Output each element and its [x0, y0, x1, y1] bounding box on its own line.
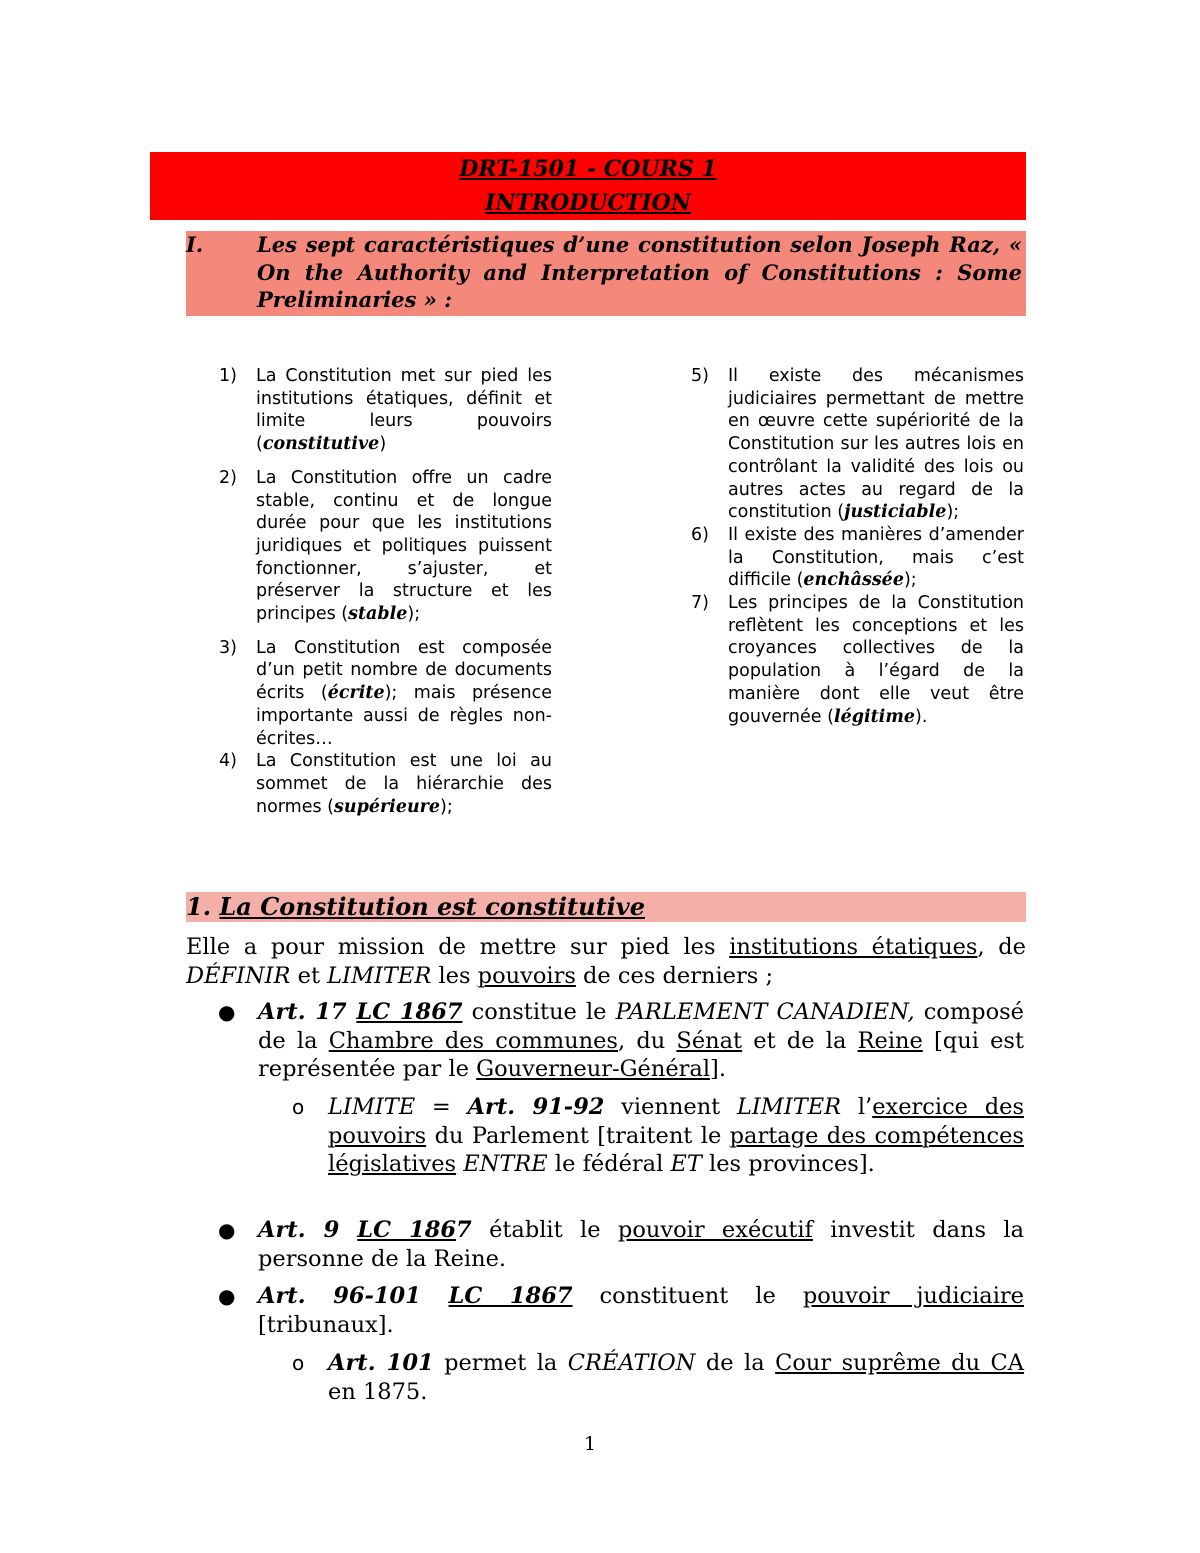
text-run-underlined: exercice des pouvoirs — [328, 1094, 1024, 1149]
list-item — [219, 637, 552, 751]
list-item — [219, 750, 552, 818]
list-text-after: ). — [915, 706, 928, 727]
intro-paragraph — [186, 933, 1026, 990]
text-run-italic: ENTRE — [463, 1151, 548, 1177]
text-run: , du — [617, 1027, 677, 1054]
text-run: en 1875. — [328, 1378, 428, 1405]
text-run: du Parlement [traitent le — [426, 1122, 730, 1149]
section-i-number: I. — [186, 232, 204, 257]
text-run-italic: LIMITE — [328, 1094, 416, 1120]
bullet-dot-icon: ● — [218, 1000, 236, 1024]
characteristics-right-column — [691, 365, 1024, 739]
statute-ref: LC 1867 — [448, 1283, 573, 1309]
course-subtitle: INTRODUCTION — [485, 190, 691, 216]
list-marker: 2) — [219, 467, 237, 488]
text-run: investit dans la personne de la Reine. — [258, 1217, 1025, 1272]
text-run: l’ — [841, 1094, 873, 1120]
text-run-underlined: Sénat — [676, 1027, 743, 1054]
sub-bullet-art-101 — [292, 1349, 1024, 1406]
text-run-underlined: Reine — [857, 1027, 923, 1054]
section-i-title: Les sept caractéristiques d’une constitution selon Joseph Raz, « On the Authority and Interpretation of Constitutions : Some Preliminaries » : — [257, 232, 1022, 312]
list-text-after: ); — [903, 570, 917, 591]
bullet-dot-icon: ● — [218, 1284, 236, 1308]
list-text-after: ); mais présence importante aussi de règles non-écrites… — [256, 683, 552, 749]
article-ref: Art. 9 — [258, 1217, 358, 1243]
list-item — [691, 592, 1024, 728]
text-run-underlined: pouvoirs — [477, 962, 576, 989]
article-ref: Art. 96-101 — [258, 1283, 449, 1309]
list-keyword: écrite — [327, 683, 385, 704]
list-text-after: ); — [946, 502, 960, 523]
text-run: le fédéral — [547, 1151, 671, 1177]
list-item — [691, 365, 1024, 524]
text-run: = — [415, 1094, 468, 1120]
list-marker: 3) — [219, 637, 237, 658]
list-marker: 5) — [691, 366, 709, 386]
list-keyword: constitutive — [262, 434, 380, 455]
sub-bullet-limite — [292, 1093, 1024, 1179]
text-run-underlined: Cour suprême du CA — [775, 1350, 1024, 1376]
text-run: Elle a pour mission de mettre sur pied les — [186, 934, 730, 960]
list-keyword: stable — [348, 604, 408, 625]
list-keyword: enchâssée — [803, 570, 904, 591]
article-ref: Art. 17 — [258, 999, 357, 1025]
bullet-art-17 — [218, 998, 1024, 1084]
text-run-italic: LIMITER — [327, 962, 432, 989]
subsection-1-heading — [186, 892, 1026, 922]
text-run: , de — [977, 934, 1026, 960]
list-item — [219, 467, 552, 626]
list-keyword: légitime — [833, 706, 915, 727]
text-run: de la — [695, 1350, 776, 1376]
text-run: constitue le — [462, 999, 616, 1025]
list-text: Il existe des mécanismes judiciaires permettant de mettre en œuvre cette supériorité de la Constitution sur les autres lois en contrôlant la validité des lois ou autres actes au regard de la constitution ( — [728, 366, 1024, 523]
list-text: La Constitution offre un cadre stable, continu et de longue durée pour que les institutions juridiques et politiques puissent fonctionner, s’ajuster, et préserver la structure et les principes ( — [256, 467, 552, 625]
list-text: Les principes de la Constitution reflètent les conceptions et les croyances collectives de la population à l’égard de la manière dont elle veut être gouvernée ( — [728, 593, 1024, 727]
statute-ref-tail: 7 — [456, 1217, 472, 1243]
text-run-underlined: pouvoir judiciaire — [802, 1283, 1024, 1309]
list-marker: 1) — [219, 366, 237, 386]
list-marker: 7) — [691, 593, 709, 614]
text-run: ]. — [710, 1056, 726, 1082]
text-run: constituent le — [572, 1283, 803, 1309]
text-run-italic: DÉFINIR — [186, 962, 291, 989]
text-run: les — [431, 962, 478, 989]
list-text: La Constitution met sur pied les institutions étatiques, définit et limite leurs pouvoirs ( — [256, 366, 552, 455]
circle-bullet-icon: o — [292, 1351, 305, 1375]
text-run-underlined: Gouverneur-Général — [476, 1056, 711, 1082]
text-run-italic: LIMITER — [736, 1094, 842, 1120]
text-run: de ces derniers ; — [575, 962, 774, 989]
text-run: et de la — [742, 1027, 858, 1054]
text-run: composé de la — [258, 999, 1024, 1054]
text-run: permet la — [433, 1350, 568, 1376]
bullet-dot-icon: ● — [218, 1218, 236, 1242]
text-run: [tribunaux]. — [258, 1311, 394, 1338]
subsection-1-number: 1. — [186, 892, 212, 921]
characteristics-left-column — [219, 365, 552, 829]
text-run-underlined: partage des compétences législatives — [328, 1122, 1024, 1177]
text-run: [qui est représentée par le — [258, 1027, 1024, 1082]
statute-ref: LC 1867 — [356, 999, 463, 1025]
list-item — [219, 365, 552, 456]
list-marker: 6) — [691, 524, 709, 545]
course-title: DRT-1501 - COURS 1 — [459, 156, 717, 182]
text-run-italic: CRÉATION — [567, 1350, 696, 1376]
text-run: viennent — [604, 1094, 737, 1120]
list-keyword: supérieure — [334, 796, 441, 817]
list-item — [691, 524, 1024, 592]
list-text-after: ); — [407, 604, 421, 625]
statute-ref: LC 186 — [357, 1217, 457, 1243]
text-run-italic: ET — [670, 1151, 702, 1177]
list-text: La Constitution est composée d’un petit nombre de documents écrits ( — [256, 637, 552, 704]
text-run-italic: PARLEMENT CANADIEN, — [615, 999, 915, 1025]
article-ref: Art. 91-92 — [467, 1094, 605, 1120]
list-text: Il existe des manières d’amender la Constitution, mais c’est difficile ( — [728, 524, 1024, 591]
list-text: La Constitution est une loi au sommet de la hiérarchie des normes ( — [256, 751, 552, 817]
text-run: les provinces]. — [701, 1151, 875, 1177]
section-i-heading — [186, 231, 1026, 316]
list-text-after: ); — [440, 796, 453, 817]
text-run-underlined: Chambre des communes — [328, 1027, 618, 1054]
subsection-1-title: La Constitution est constitutive — [219, 892, 645, 921]
page-number: 1 — [583, 1433, 597, 1455]
text-run-underlined: pouvoir exécutif — [617, 1217, 813, 1243]
list-marker: 4) — [219, 751, 237, 772]
bullet-art-9 — [218, 1216, 1025, 1273]
bullet-art-96-101 — [218, 1282, 1024, 1339]
text-run-underlined: institutions étatiques — [729, 934, 978, 960]
text-run: et — [290, 962, 328, 989]
text-run: établit le — [471, 1217, 618, 1243]
article-ref: Art. 101 — [328, 1350, 434, 1376]
circle-bullet-icon: o — [292, 1095, 305, 1119]
list-text-after: ) — [379, 434, 387, 455]
list-keyword: justiciable — [844, 502, 947, 523]
title-banner — [150, 152, 1026, 220]
